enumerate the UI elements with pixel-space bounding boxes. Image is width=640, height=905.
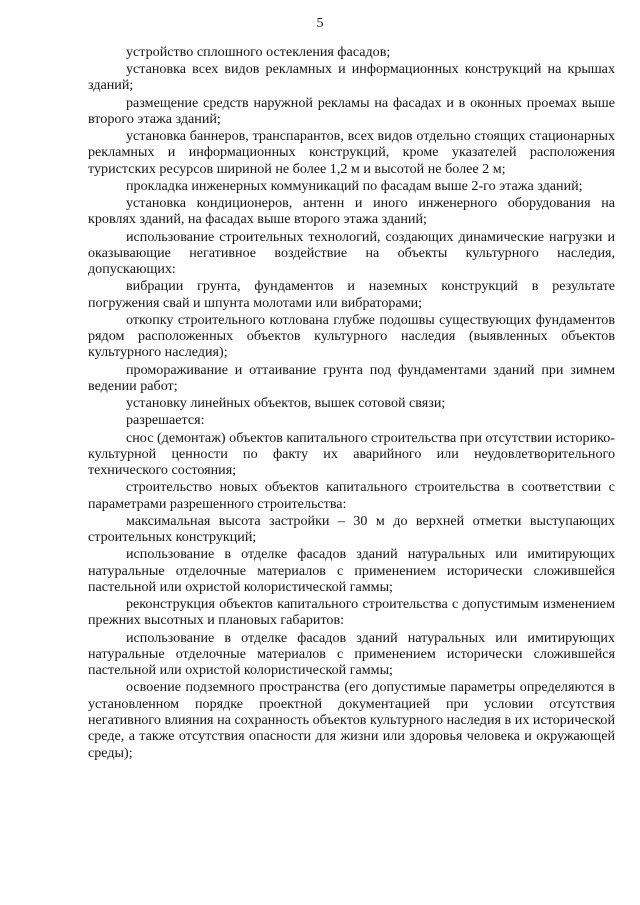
- paragraph: устройство сплошного остекления фасадов;: [126, 44, 391, 60]
- paragraph: освоение подземного пространства (его допустимые параметры определяются в установленном порядке проектной документацией при условии отсутствия негативного влияния на сохранность объектов культурного наследия в их исторической среде, а также отсутствия опасности для жизни или здоровья человека и окружающей среды);: [88, 679, 615, 761]
- paragraph: установка кондиционеров, антенн и иного инженерного оборудования на кровлях зданий, на фасадах выше второго этажа зданий;: [88, 195, 615, 228]
- paragraph: использование в отделке фасадов зданий натуральных или имитирующих натуральные отделочные материалов с применением исторически сложившейся пастельной или охристой колористической гаммы;: [88, 629, 615, 679]
- paragraph: реконструкция объектов капитального строительства с допустимым изменением прежних высотных и плановых габаритов:: [88, 596, 615, 629]
- paragraph: прокладка инженерных коммуникаций по фасадам выше 2-го этажа зданий;: [126, 177, 583, 194]
- paragraph: установка баннеров, транспарантов, всех видов отдельно стоящих стационарных рекламных и информационных конструкций, кроме указателей расположения туристских ресурсов шириной не более 1,2 м и высотой не более 2 м;: [88, 128, 615, 177]
- paragraph: установку линейных объектов, вышек сотовой связи;: [126, 395, 446, 412]
- paragraph: откопку строительного котлована глубже подошвы существующих фундаментов рядом расположенных объектов культурного наследия (выявленных объектов культурного наследия);: [88, 311, 615, 361]
- paragraph: максимальная высота застройки – 30 м до верхней отметки выступающих строительных конструкций;: [88, 512, 615, 546]
- document-body: [88, 44, 615, 762]
- paragraph: промораживание и оттаивание грунта под фундаментами зданий при зимнем ведении работ;: [88, 361, 615, 394]
- paragraph: строительство новых объектов капитального строительства в соответствии с параметрами разрешенного строительства:: [88, 479, 615, 512]
- paragraph: установка всех видов рекламных и информационных конструкций на крышах зданий;: [88, 61, 615, 94]
- paragraph: размещение средств наружной рекламы на фасадах и в оконных проемах выше второго этажа зданий;: [88, 94, 615, 127]
- paragraph: использование в отделке фасадов зданий натуральных или имитирующих натуральные отделочные материалов с применением исторически сложившейся пастельной или охристой колористической гаммы;: [88, 546, 615, 595]
- paragraph: разрешается:: [126, 412, 205, 429]
- paragraph: снос (демонтаж) объектов капитального строительства при отсутствии историко-культурной ценности по факту их аварийного или неудовлетворительного технического состояния;: [88, 429, 615, 479]
- paragraph: использование строительных технологий, создающих динамические нагрузки и оказывающие негативное воздействие на объекты культурного наследия, допускающих:: [88, 228, 615, 278]
- paragraph: вибрации грунта, фундаментов и наземных конструкций в результате погружения свай и шпунта молотами или вибраторами;: [88, 278, 615, 311]
- page-number: 5: [316, 16, 324, 31]
